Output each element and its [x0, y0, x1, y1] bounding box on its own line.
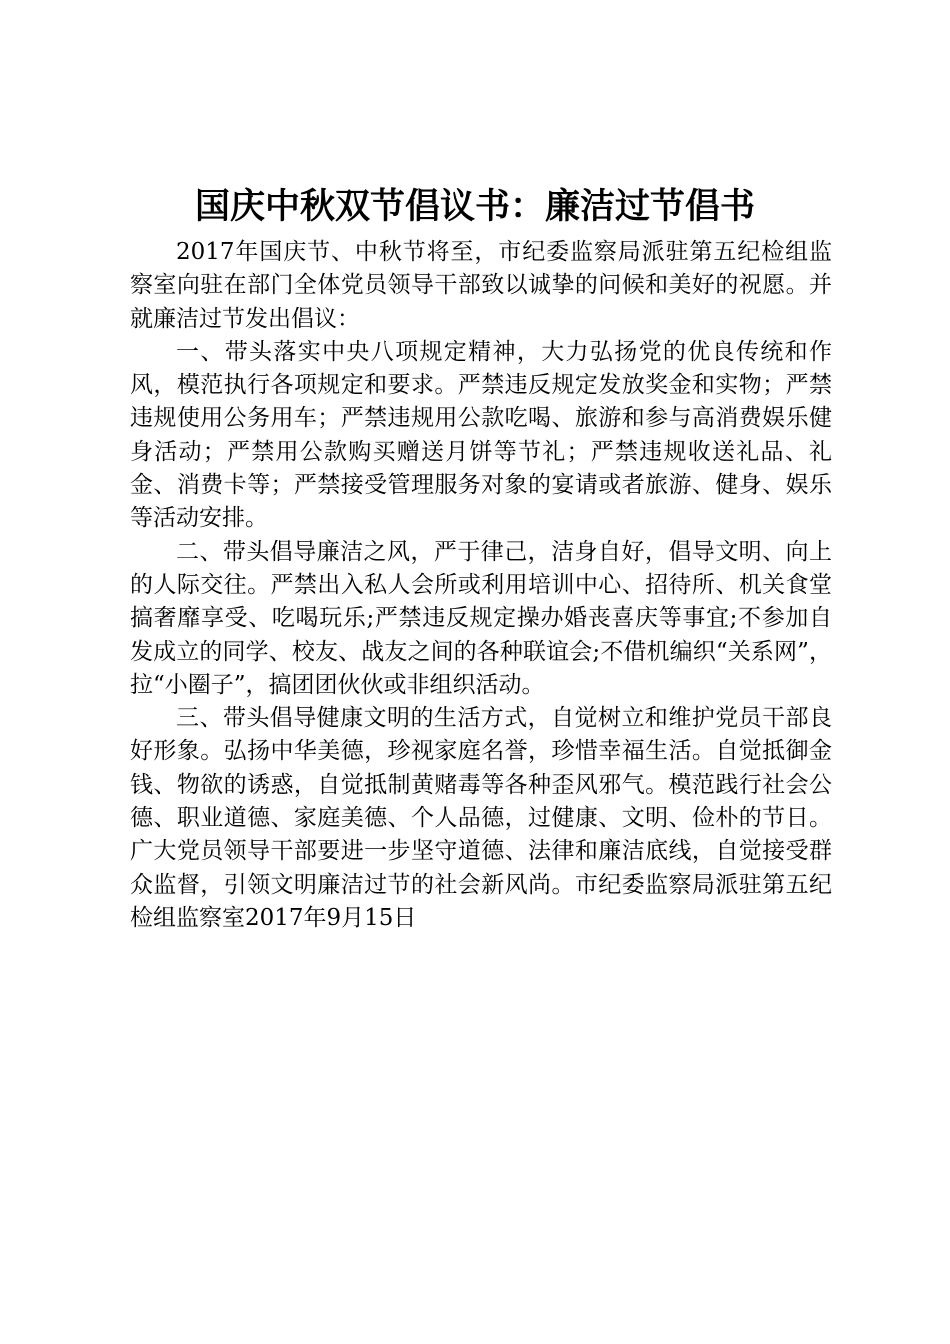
paragraph-intro: 2017年国庆节、中秋节将至，市纪委监察局派驻第五纪检组监察室向驻在部门全体党员领导干部致以诚挚的问候和美好的祝愿。并就廉洁过节发出倡议： [130, 239, 832, 332]
document-body [130, 236, 832, 935]
paragraph-point-one: 一、带头落实中央八项规定精神，大力弘扬党的优良传统和作风，模范执行各项规定和要求。严禁违反规定发放奖金和实物；严禁违规使用公务用车；严禁违规用公款吃喝、旅游和参与高消费娱乐健身活动；严禁用公款购买赠送月饼等节礼；严禁违规收送礼品、礼金、消费卡等；严禁接受管理服务对象的宴请或者旅游、健身、娱乐等活动安排。 [130, 338, 832, 532]
document-title: 国庆中秋双节倡议书：廉洁过节倡书 [194, 187, 755, 227]
paragraph-point-three: 三、带头倡导健康文明的生活方式，自觉树立和维护党员干部良好形象。弘扬中华美德，珍视家庭名誉，珍惜幸福生活。自觉抵御金钱、物欲的诱惑，自觉抵制黄赌毒等各种歪风邪气。模范践行社会公德、职业道德、家庭美德、个人品德，过健康、文明、俭朴的节日。广大党员领导干部要进一步坚守道德、法律和廉洁底线，自觉接受群众监督，引领文明廉洁过节的社会新风尚。市纪委监察局派驻第五纪检组监察室2017年9月15日 [130, 705, 832, 931]
paragraph-point-two: 二、带头倡导廉洁之风，严于律己，洁身自好，倡导文明、向上的人际交往。严禁出入私人会所或利用培训中心、招待所、机关食堂搞奢靡享受、吃喝玩乐;严禁违反规定操办婚丧喜庆等事宜;不参加自发成立的同学、校友、战友之间的各种联谊会;不借机编织“关系网”，拉“小圈子”，搞团团伙伙或非组织活动。 [130, 538, 832, 698]
